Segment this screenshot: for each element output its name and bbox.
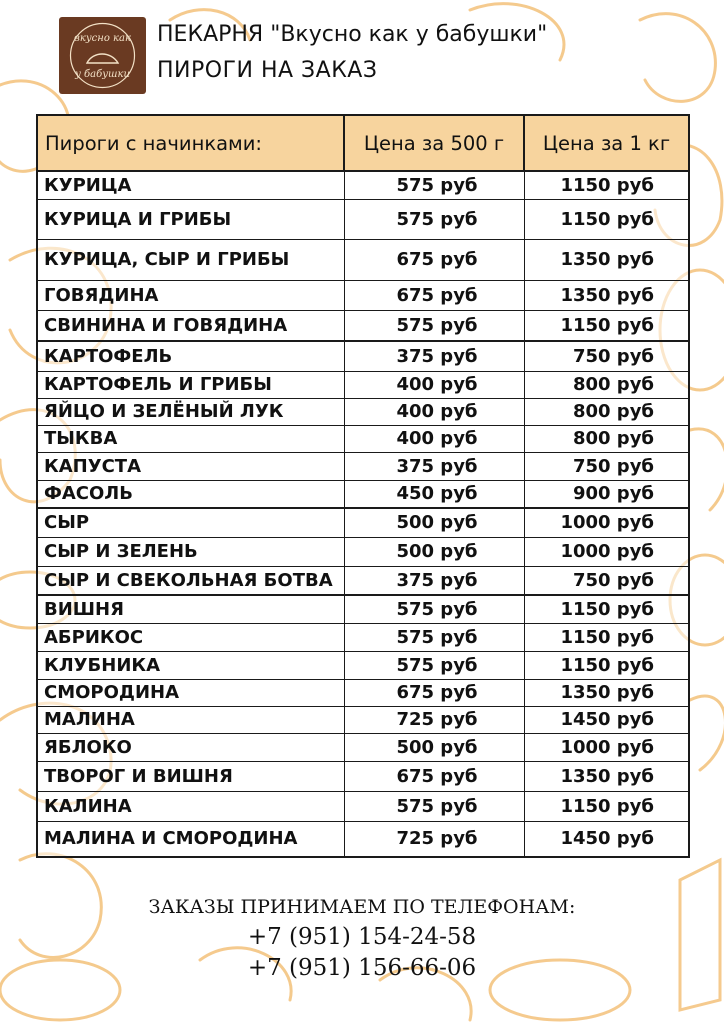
price-500g: 675 руб (344, 239, 524, 280)
price-500g: 725 руб (344, 821, 524, 857)
price-500g: 375 руб (344, 566, 524, 595)
table-row (37, 341, 689, 371)
price-1kg: 750 руб (524, 566, 689, 595)
price-500g: 575 руб (344, 171, 524, 199)
table-row (37, 508, 689, 537)
table-row (37, 371, 689, 398)
price-1kg: 750 руб (524, 341, 689, 371)
price-500g: 675 руб (344, 679, 524, 706)
table-row (37, 310, 689, 341)
filling-name: СВИНИНА И ГОВЯДИНА (37, 310, 344, 341)
filling-name: СЫР (37, 508, 344, 537)
column-header-price-1kg: Цена за 1 кг (524, 115, 689, 171)
price-1kg: 1150 руб (524, 171, 689, 199)
price-1kg: 1000 руб (524, 537, 689, 566)
price-500g: 375 руб (344, 452, 524, 480)
price-1kg: 1450 руб (524, 821, 689, 857)
table-row (37, 623, 689, 651)
price-500g: 500 руб (344, 508, 524, 537)
table-header-row (37, 115, 689, 171)
filling-name: КАРТОФЕЛЬ (37, 341, 344, 371)
orders-heading: ЗАКАЗЫ ПРИНИМАЕМ ПО ТЕЛЕФОНАМ: (148, 896, 576, 918)
price-1kg: 800 руб (524, 371, 689, 398)
table-row (37, 199, 689, 239)
price-1kg: 1350 руб (524, 280, 689, 310)
price-500g: 400 руб (344, 371, 524, 398)
table-row (37, 761, 689, 791)
filling-name: ТЫКВА (37, 425, 344, 452)
filling-name: КАРТОФЕЛЬ И ГРИБЫ (37, 371, 344, 398)
price-1kg: 1000 руб (524, 733, 689, 761)
filling-name: ТВОРОГ И ВИШНЯ (37, 761, 344, 791)
price-1kg: 1150 руб (524, 791, 689, 821)
price-500g: 675 руб (344, 280, 524, 310)
filling-name: КЛУБНИКА (37, 651, 344, 679)
filling-name: ЯБЛОКО (37, 733, 344, 761)
phone-number-1: +7 (951) 154-24-58 (247, 924, 477, 950)
price-500g: 575 руб (344, 199, 524, 239)
price-1kg: 800 руб (524, 398, 689, 425)
filling-name: ГОВЯДИНА (37, 280, 344, 310)
filling-name: МАЛИНА (37, 706, 344, 733)
table-row (37, 171, 689, 199)
filling-name: СЫР И СВЕКОЛЬНАЯ БОТВА (37, 566, 344, 595)
table-row (37, 791, 689, 821)
filling-name: ВИШНЯ (37, 595, 344, 623)
filling-name: КУРИЦА (37, 171, 344, 199)
table-row (37, 425, 689, 452)
filling-name: КУРИЦА, СЫР И ГРИБЫ (37, 239, 344, 280)
price-500g: 725 руб (344, 706, 524, 733)
filling-name: СМОРОДИНА (37, 679, 344, 706)
price-1kg: 1150 руб (524, 651, 689, 679)
table-row (37, 821, 689, 857)
filling-name: СЫР И ЗЕЛЕНЬ (37, 537, 344, 566)
price-1kg: 1150 руб (524, 623, 689, 651)
filling-name: ЯЙЦО И ЗЕЛЁНЫЙ ЛУК (37, 398, 344, 425)
price-500g: 375 руб (344, 341, 524, 371)
price-500g: 575 руб (344, 310, 524, 341)
table-row (37, 398, 689, 425)
price-500g: 450 руб (344, 480, 524, 508)
table-row (37, 706, 689, 733)
price-1kg: 1350 руб (524, 679, 689, 706)
price-1kg: 1000 руб (524, 508, 689, 537)
price-1kg: 1150 руб (524, 595, 689, 623)
price-500g: 575 руб (344, 651, 524, 679)
table-row (37, 651, 689, 679)
price-1kg: 1150 руб (524, 310, 689, 341)
price-500g: 500 руб (344, 537, 524, 566)
logo-text-top: вкусно как (74, 33, 131, 44)
price-500g: 575 руб (344, 791, 524, 821)
phone-number-2: +7 (951) 156-66-06 (247, 955, 477, 981)
price-500g: 400 руб (344, 398, 524, 425)
price-500g: 500 руб (344, 733, 524, 761)
table-row (37, 239, 689, 280)
bakery-logo (59, 17, 146, 94)
price-1kg: 1350 руб (524, 239, 689, 280)
price-1kg: 900 руб (524, 480, 689, 508)
price-1kg: 1150 руб (524, 199, 689, 239)
filling-name: ФАСОЛЬ (37, 480, 344, 508)
filling-name: КАПУСТА (37, 452, 344, 480)
table-row (37, 595, 689, 623)
price-1kg: 1350 руб (524, 761, 689, 791)
price-500g: 575 руб (344, 595, 524, 623)
table-row (37, 537, 689, 566)
price-500g: 575 руб (344, 623, 524, 651)
price-1kg: 1450 руб (524, 706, 689, 733)
filling-name: АБРИКОС (37, 623, 344, 651)
page-subtitle: ПИРОГИ НА ЗАКАЗ (157, 58, 378, 83)
bread-icon (87, 54, 118, 63)
table-row (37, 452, 689, 480)
bakery-name-title: ПЕКАРНЯ "Вкусно как у бабушки" (157, 22, 548, 47)
price-1kg: 750 руб (524, 452, 689, 480)
table-row (37, 566, 689, 595)
filling-name: КАЛИНА (37, 791, 344, 821)
table-row (37, 480, 689, 508)
price-table (36, 114, 690, 858)
table-row (37, 733, 689, 761)
filling-name: МАЛИНА И СМОРОДИНА (37, 821, 344, 857)
table-row (37, 679, 689, 706)
logo-text-bottom: у бабушки (75, 69, 130, 80)
column-header-fillings: Пироги с начинками: (37, 115, 344, 171)
filling-name: КУРИЦА И ГРИБЫ (37, 199, 344, 239)
price-500g: 675 руб (344, 761, 524, 791)
price-1kg: 800 руб (524, 425, 689, 452)
column-header-price-500g: Цена за 500 г (344, 115, 524, 171)
table-row (37, 280, 689, 310)
price-500g: 400 руб (344, 425, 524, 452)
